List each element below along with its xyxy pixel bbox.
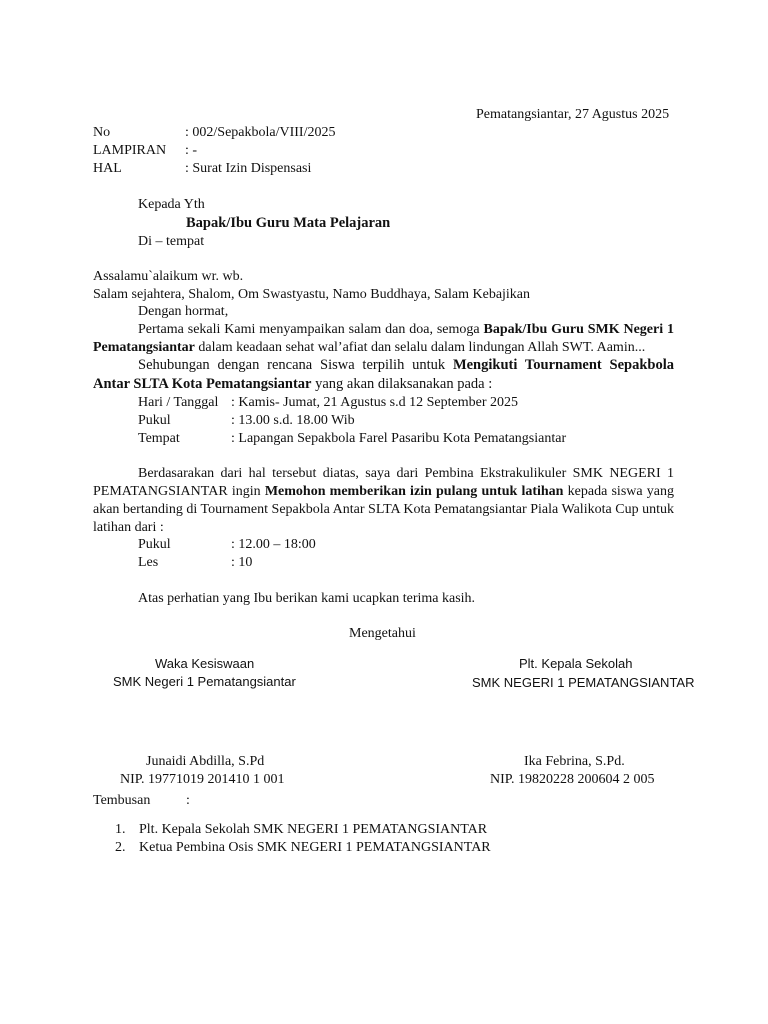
practice-time-label: Pukul: [138, 537, 171, 552]
right-signatory-org: SMK NEGERI 1 PEMATANGSIANTAR: [472, 675, 695, 690]
practice-time-value: : 12.00 – 18:00: [231, 537, 316, 552]
tembusan-label: Tembusan: [93, 793, 151, 808]
hal-value: : Surat Izin Dispensasi: [185, 161, 312, 176]
no-value: : 002/Sepakbola/VIII/2025: [185, 125, 336, 140]
left-signatory-org: SMK Negeri 1 Pematangsiantar: [113, 674, 296, 689]
hal-label: HAL: [93, 161, 122, 176]
left-signatory-nip: NIP. 19771019 201410 1 001: [120, 772, 285, 787]
event-date-label: Hari / Tanggal: [138, 395, 219, 410]
paragraph-opening-tail: dalam keadaan sehat wal’afiat dan selalu dalam lindungan Allah SWT. Aamin...: [194, 340, 646, 355]
event-time-value: : 13.00 s.d. 18.00 Wib: [231, 413, 355, 428]
paragraph-request-text: Berdasarakan dari hal tersebut diatas, saya dari Pembina Ekstrakulikuler SMK NEGERI 1 PEMATANGSIANTAR ingin: [93, 466, 674, 499]
kepada-yth: Kepada Yth: [138, 197, 205, 212]
left-signatory-name: Junaidi Abdilla, S.Pd: [146, 754, 265, 769]
event-place-label: Tempat: [138, 431, 180, 446]
lampiran-label: LAMPIRAN: [93, 143, 167, 158]
recipient-name: Bapak/Ibu Guru Mata Pelajaran: [186, 215, 391, 231]
tembusan-item: Ketua Pembina Osis SMK NEGERI 1 PEMATANGSIANTAR: [139, 840, 491, 855]
closing-thanks: Atas perhatian yang Ibu berikan kami ucapkan terima kasih.: [138, 591, 476, 606]
paragraph-opening-text: Pertama sekali Kami menyampaikan salam dan doa, semoga: [138, 322, 484, 337]
left-signatory-title: Waka Kesiswaan: [155, 656, 255, 671]
greeting-assalamu: Assalamu`alaikum wr. wb.: [93, 269, 244, 284]
paragraph-opening: [93, 321, 674, 357]
event-time-label: Pukul: [138, 413, 171, 428]
mengetahui: Mengetahui: [349, 626, 416, 641]
letter-date: Pematangsiantar, 27 Agustus 2025: [476, 107, 670, 122]
paragraph-purpose-bold: Mengikuti Tournament Sepakbola Antar SLTA Kota Pematangsiantar: [93, 357, 674, 392]
practice-les-value: : 10: [231, 555, 253, 570]
paragraph-purpose-text: Sehubungan dengan rencana Siswa terpilih untuk: [138, 357, 453, 373]
tembusan-colon: :: [186, 793, 190, 808]
recipient-place: Di – tempat: [138, 234, 205, 249]
paragraph-request-bold: Memohon memberikan izin pulang untuk latihan: [264, 484, 564, 499]
practice-les-label: Les: [138, 555, 159, 570]
right-signatory-name: Ika Febrina, S.Pd.: [524, 754, 625, 769]
lampiran-value: : -: [185, 143, 198, 158]
paragraph-purpose-tail: yang akan dilaksanakan pada :: [311, 376, 493, 392]
tembusan-item: Plt. Kepala Sekolah SMK NEGERI 1 PEMATANGSIANTAR: [139, 822, 488, 837]
greeting-hormat: Dengan hormat,: [138, 304, 229, 319]
tembusan-item-number: 2.: [115, 840, 126, 855]
greeting-salam: Salam sejahtera, Shalom, Om Swastyastu, Namo Buddhaya, Salam Kebajikan: [93, 287, 531, 302]
event-place-value: : Lapangan Sepakbola Farel Pasaribu Kota Pematangsiantar: [231, 431, 567, 446]
paragraph-request-tail: kepada siswa yang akan bertanding di Tournament Sepakbola Antar SLTA Kota Pematangsiantar Piala Walikota Cup untuk latihan dari :: [93, 484, 674, 535]
no-label: No: [93, 125, 111, 140]
right-signatory-title: Plt. Kepala Sekolah: [519, 656, 633, 671]
paragraph-request: [93, 465, 674, 537]
tembusan-item-number: 1.: [115, 822, 126, 837]
paragraph-opening-bold: Bapak/Ibu Guru SMK Negeri 1 Pematangsiantar: [93, 322, 674, 355]
event-date-value: : Kamis- Jumat, 21 Agustus s.d 12 September 2025: [231, 395, 518, 410]
paragraph-purpose: [93, 356, 674, 394]
right-signatory-nip: NIP. 19820228 200604 2 005: [490, 772, 655, 787]
